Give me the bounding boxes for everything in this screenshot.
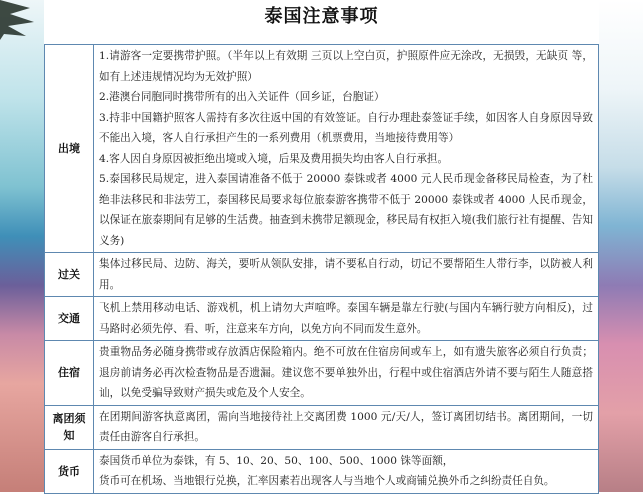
category-cell: 过关 bbox=[45, 253, 94, 297]
content-cell bbox=[94, 341, 599, 406]
paragraph: 飞机上禁用移动电话、游戏机，机上请勿大声喧哗。泰国车辆是靠左行驶(与国内车辆行驶方向相反)，过马路时必须先停、看、听，注意来车方向，以免方向不同而发生意外。 bbox=[99, 302, 593, 335]
paragraph: 1.请游客一定要携带护照。（半年以上有效期 三页以上空白页，护照原件应无涂改，无损毁，无缺页 等，如有上述违规情况均为无效护照） bbox=[99, 50, 593, 83]
table-row bbox=[45, 405, 599, 449]
table-row bbox=[45, 297, 599, 341]
category-cell: 离团须知 bbox=[45, 405, 94, 449]
notes-sheet bbox=[44, 0, 599, 492]
paragraph: 3.持非中国籍护照客人需持有多次往返中国的有效签证。自行办理赴泰签证手续，如因客人自身原因导致不能出入境，客人自行承担产生的一系列费用（机票费用，当地接待费用等） bbox=[99, 111, 593, 144]
page-title: 泰国注意事项 bbox=[264, 6, 379, 27]
background-photo-left bbox=[0, 0, 44, 492]
paragraph: 贵重物品务必随身携带或存放酒店保险箱内。绝不可放在住宿房间或车上，如有遗失旅客必须自行负责；退房前请务必再次检查物品是否遗漏。建议您不要单独外出，行程中或住宿酒店外请不要与陌生人随意搭讪，以免受骗导致财产损失或危及个人安全。 bbox=[99, 346, 593, 399]
category-cell: 出境 bbox=[45, 45, 94, 253]
paragraph: 4.客人因自身原因被拒绝出境或入境，后果及费用损失均由客人自行承担。 bbox=[99, 152, 449, 165]
content-cell bbox=[94, 449, 599, 493]
content-cell bbox=[94, 45, 599, 253]
content-cell bbox=[94, 253, 599, 297]
paragraph: 在团期间游客执意离团，需向当地接待社上交离团费 1000 元/天/人，签订离团切结书。离团期间，一切责任由游客自行承担。 bbox=[99, 410, 593, 443]
content-cell bbox=[94, 405, 599, 449]
notes-table bbox=[44, 44, 599, 494]
table-row bbox=[45, 341, 599, 406]
paragraph: 泰国货币单位为泰铢，有 5、10、20、50、100、500、1000 铢等面额， bbox=[99, 454, 454, 467]
paragraph: 2.港澳台同胞同时携带所有的出入关证件（回乡证，台胞证） bbox=[99, 91, 385, 103]
table-row bbox=[45, 45, 599, 253]
content-cell bbox=[94, 297, 599, 341]
palm-leaf-icon bbox=[0, 0, 44, 60]
background-photo-right bbox=[599, 0, 643, 492]
category-cell: 住宿 bbox=[45, 341, 94, 406]
category-cell: 交通 bbox=[45, 297, 94, 341]
table-row bbox=[45, 253, 599, 297]
paragraph: 5.泰国移民局规定，进入泰国请准备不低于 20000 泰铢或者 4000 元人民币现金备移民局检查，为了杜绝非法移民和非法劳工，泰国移民局要求每位旅泰游客携带不低于 20000 泰铢或者 4000 人民币现金，以保证在旅泰期间有足够的生活费。抽查到未携带足额现金，移民局有权拒入境(我们旅行社有提醒、告知义务) bbox=[99, 173, 593, 247]
paragraph: 货币可在机场、当地银行兑换，汇率因素若出现客人与当地个人或商铺兑换外币之纠纷责任自负。 bbox=[99, 475, 555, 487]
table-row bbox=[45, 449, 599, 493]
category-cell: 货币 bbox=[45, 449, 94, 493]
paragraph: 集体过移民局、边防、海关，要听从领队安排，请不要私自行动，切记不要帮陌生人带行李，以防被人利用。 bbox=[99, 258, 593, 291]
